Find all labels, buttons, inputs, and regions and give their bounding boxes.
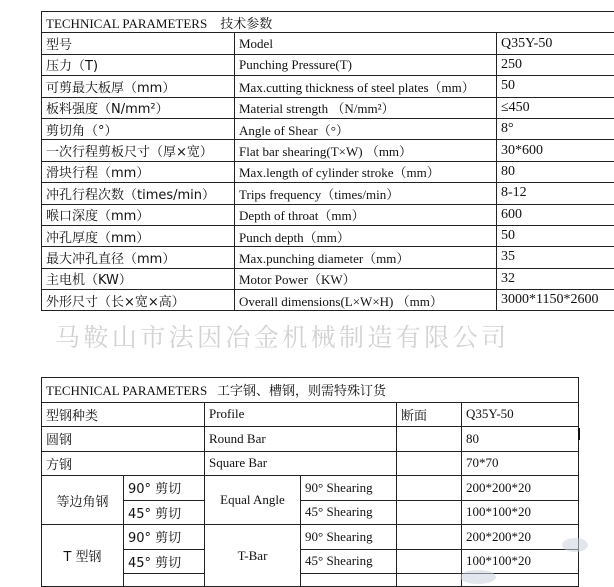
param-name-en: Trips frequency（times/min） [235, 183, 497, 204]
table-row [42, 225, 614, 246]
profile-value: 100*100*20 [462, 549, 579, 574]
param-name-zh: 冲孔行程次数（times/min） [42, 183, 235, 204]
table-row [42, 183, 614, 204]
param-name-zh: 冲孔厚度（mm） [42, 225, 235, 246]
company-watermark: 马鞍山市法因冶金机械制造有限公司 [55, 318, 614, 354]
param-value: 50 [497, 225, 614, 246]
param-name-en: Angle of Shear（°） [235, 118, 497, 139]
param-name-en: Punch depth（mm） [235, 225, 497, 246]
param-value: 600 [497, 204, 614, 225]
profile-en: Equal Angle [205, 476, 301, 525]
param-value: Q35Y-50 [497, 33, 614, 54]
param-name-en: Overall dimensions(L×W×H) （mm） [235, 290, 497, 311]
table-title-zh: 工字钢、槽钢，则需特殊订货 [217, 384, 386, 399]
param-name-en: Model [235, 33, 497, 54]
param-name-en: Punching Pressure(T) [235, 54, 497, 75]
table-title [42, 378, 579, 403]
angle-en: 90° Shearing [301, 525, 397, 550]
param-name-zh: 板料强度（N/mm²） [42, 97, 235, 118]
angle-en: 45° Shearing [301, 500, 397, 525]
table-row [42, 54, 614, 75]
profile-value: 200*200*20 [462, 525, 579, 550]
table-row [42, 476, 579, 501]
header-model: Q35Y-50 [462, 402, 579, 427]
profile-en: Round Bar [205, 427, 397, 452]
table-row [42, 161, 614, 182]
table-row [42, 204, 614, 225]
table-row [42, 247, 614, 268]
table-title-en: TECHNICAL PARAMETERS [46, 383, 207, 398]
angle-zh: 90° 剪切 [124, 525, 205, 550]
angle-zh: 90° 剪切 [124, 476, 205, 501]
param-name-zh: 一次行程剪板尺寸（厚×宽） [42, 140, 235, 161]
profile-en: Square Bar [205, 451, 397, 476]
table-title-row [42, 12, 614, 33]
param-value: 32 [497, 268, 614, 289]
profile-shearing-table [41, 377, 579, 587]
table-row [42, 97, 614, 118]
table-title-en: TECHNICAL PARAMETERS [46, 16, 207, 31]
param-name-zh: 滑块行程（mm） [42, 161, 235, 182]
table-title-row [42, 378, 579, 403]
section-cell [397, 451, 462, 476]
param-name-en: Max.punching diameter（mm） [235, 247, 497, 268]
section-cell [397, 549, 462, 574]
profile-zh: T 型钢 [42, 525, 124, 587]
table-row [42, 118, 614, 139]
table-title-zh: 技术参数 [220, 17, 272, 32]
section-cell [397, 500, 462, 525]
image-smudge [460, 570, 496, 584]
param-value: 50 [497, 76, 614, 97]
param-value: 3000*1150*2600 [497, 290, 614, 311]
profile-en: T-Bar [205, 525, 301, 587]
param-name-zh: 压力（T) [42, 54, 235, 75]
section-cell [397, 525, 462, 550]
param-name-zh: 外形尺寸（长×宽×高） [42, 290, 235, 311]
table-row [42, 140, 614, 161]
table-row [42, 451, 579, 476]
header-section-zh: 断面 [397, 402, 462, 427]
param-name-en: Flat bar shearing(T×W) （mm） [235, 140, 497, 161]
param-value: 250 [497, 54, 614, 75]
table-row [42, 290, 614, 311]
param-name-en: Max.cutting thickness of steel plates（mm） [235, 76, 497, 97]
technical-parameters-table [41, 11, 614, 311]
blank-cell [124, 574, 205, 587]
angle-zh: 45° 剪切 [124, 500, 205, 525]
param-name-en: Max.length of cylinder stroke（mm） [235, 161, 497, 182]
param-value: 35 [497, 247, 614, 268]
table-row [42, 33, 614, 54]
section-cell [397, 427, 462, 452]
param-name-zh: 可剪最大板厚（mm） [42, 76, 235, 97]
param-name-zh: 最大冲孔直径（mm） [42, 247, 235, 268]
image-smudge [562, 538, 588, 552]
param-name-en: Motor Power（KW） [235, 268, 497, 289]
param-name-en: Depth of throat（mm） [235, 204, 497, 225]
table-header-row [42, 402, 579, 427]
blank-cell [301, 574, 397, 587]
table-title [42, 12, 614, 33]
blank-cell [397, 574, 462, 587]
param-name-en: Material strength （N/mm²） [235, 97, 497, 118]
param-value: 30*600 [497, 140, 614, 161]
param-value: 80 [497, 161, 614, 182]
profile-zh: 圆钢 [42, 427, 205, 452]
table-row [42, 268, 614, 289]
angle-zh: 45° 剪切 [124, 549, 205, 574]
param-name-zh: 喉口深度（mm） [42, 204, 235, 225]
param-name-zh: 主电机（KW） [42, 268, 235, 289]
param-value: 8-12 [497, 183, 614, 204]
table-row [42, 525, 579, 550]
profile-value: 200*200*20 [462, 476, 579, 501]
param-value: ≤450 [497, 97, 614, 118]
section-cell [397, 476, 462, 501]
header-type-zh: 型钢种类 [42, 402, 205, 427]
param-name-zh: 剪切角（°） [42, 118, 235, 139]
angle-en: 45° Shearing [301, 549, 397, 574]
table-row [42, 427, 579, 452]
profile-zh: 方钢 [42, 451, 205, 476]
param-value: 8° [497, 118, 614, 139]
profile-value: 80 [462, 427, 579, 452]
angle-en: 90° Shearing [301, 476, 397, 501]
profile-zh: 等边角钢 [42, 476, 124, 525]
header-profile: Profile [205, 402, 397, 427]
profile-value: 100*100*20 [462, 500, 579, 525]
table-row [42, 76, 614, 97]
table-edge-mark [578, 428, 580, 440]
param-name-zh: 型号 [42, 33, 235, 54]
profile-value: 70*70 [462, 451, 579, 476]
